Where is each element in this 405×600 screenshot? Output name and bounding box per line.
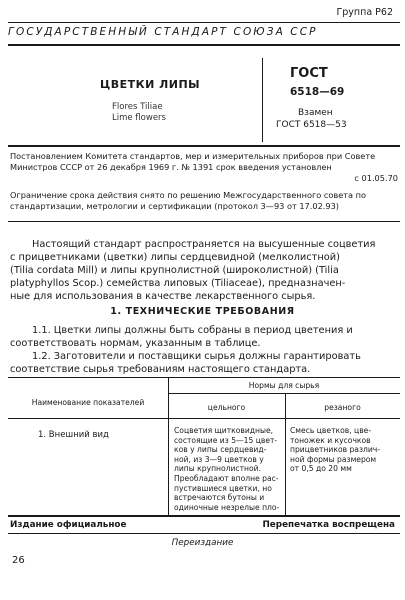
cell-line: Преобладают вполне рас- [174,473,279,483]
gost-number: 6518—69 [290,86,345,98]
table-top-rule [8,377,400,378]
banner-rule [8,44,400,46]
english-name: Lime flowers [112,113,166,123]
header-cut: резаного [324,403,361,412]
cell-line: Соцветия щитковидные, [174,426,274,435]
document-title: ЦВЕТКИ ЛИПЫ [100,78,201,91]
header-indicator: Наименование показателей [31,398,145,407]
footer-bottom-rule [8,533,400,534]
limitation-line: стандартизации, метрологии и сертификации (протокол 3—93 от 17.02.93) [10,201,340,211]
table-header-rule [8,418,400,419]
official-edition: Издание официальное [10,520,127,530]
cell-line: встречаются бутоны и [174,493,265,503]
group-code: Группа Р62 [336,7,393,18]
row-name: 1. Внешний вид [38,430,109,440]
cell-line: состоящие из 5—15 цвет- [174,435,278,445]
intro-paragraph [10,238,398,303]
decree-line: Постановлением Комитета стандартов, мер и измерительных приборов при Совете [10,151,376,161]
row-whole-value [174,426,282,512]
title-divider [262,58,263,142]
header-norms: Нормы для сырья [248,381,320,390]
cell-line: тоножек и кусочков [290,435,371,445]
table-subheader-rule [168,393,400,394]
title-block-rule [8,145,400,147]
decree-rule [8,221,400,222]
top-rule [8,22,400,23]
section-heading: 1. ТЕХНИЧЕСКИЕ ТРЕБОВАНИЯ [110,306,295,317]
cell-line: липы крупнолистной. [174,464,261,474]
header-whole: цельного [207,403,246,412]
footer-rule [8,515,400,517]
page-number: 26 [12,555,25,566]
clause-1-2 [10,350,398,376]
limitation-line: Ограничение срока действия снято по решению Межгосударственного совета по [10,190,367,200]
cell-line: прицветников различ- [290,445,381,455]
reprint-prohibited: Перепечатка воспрещена [262,520,395,530]
latin-name: Flores Tiliae [112,102,163,112]
cell-line: ной, из 3—9 цветков у [174,454,264,464]
intro-line: (Tilia cordata Mill) и липы крупнолистной (широколистной) (Tilia [10,265,339,276]
cell-line: одиночные незрелые пло- [174,502,280,512]
decree-line: Министров СССР от 26 декабря 1969 г. № 1391 срок введения установлен [10,162,332,172]
gost-label: ГОСТ [290,66,328,81]
intro-line: platyphyllos Scop.) семейства липовых (Tiliaceae), предназначен- [10,278,346,289]
clause-line: соответствовать нормам, указанным в таблице. [10,338,261,349]
limitation-note [10,190,398,212]
decree-note [10,151,398,184]
reissue-note: Переиздание [171,538,234,548]
clause-1-1 [10,324,398,350]
clause-line: 1.2. Заготовители и поставщики сырья должны гарантировать [32,351,361,362]
intro-line: с прицветниками (цветки) липы сердцевидной (мелколистной) [10,252,340,263]
clause-line: 1.1. Цветки липы должны быть собраны в период цветения и [32,325,353,336]
cell-line: от 0,5 до 20 мм [290,464,352,474]
state-standard-banner: ГОСУДАРСТВЕННЫЙ СТАНДАРТ СОЮЗА ССР [8,26,318,38]
cell-line: пустившиеся цветки, но [174,483,272,493]
intro-line: ные для использования в качестве лекарственного сырья. [10,291,316,302]
row-cut-value [290,426,398,474]
replaces-label: Взамен [298,108,333,118]
replaces-value: ГОСТ 6518—53 [276,120,347,130]
cell-line: Смесь цветков, цве- [290,426,372,435]
cell-line: ков у липы сердцевид- [174,445,267,455]
intro-line: Настоящий стандарт распространяется на высушенные соцветия [32,239,376,250]
cell-line: ной формы размером [290,454,377,464]
clause-line: соответствие сырья требованиям настоящего стандарта. [10,364,311,375]
table-col-divider [168,377,169,515]
effective-date: с 01.05.70 [354,173,398,183]
